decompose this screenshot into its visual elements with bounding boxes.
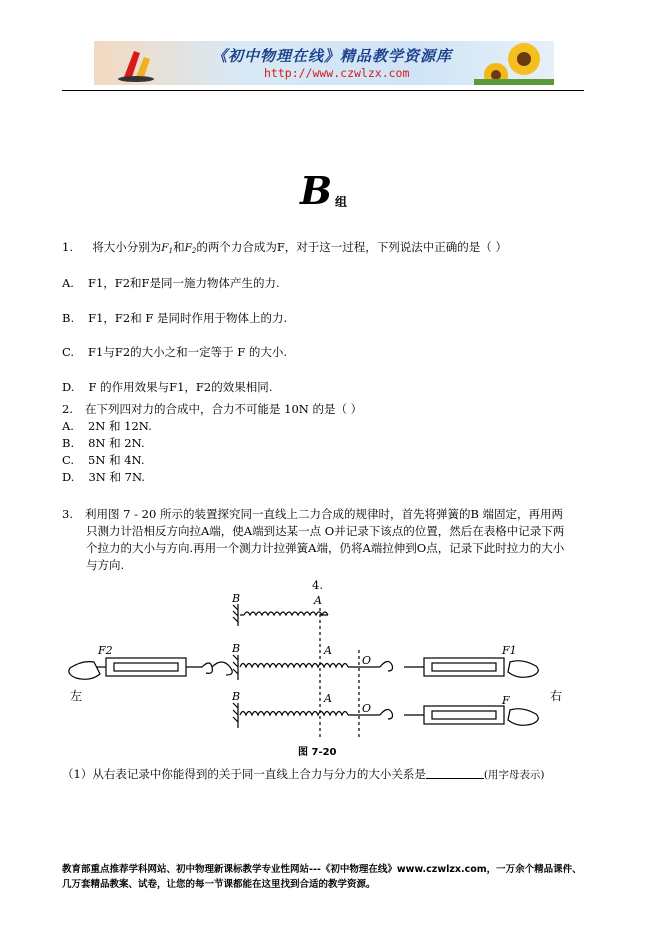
q1-f1: $F_1$	[161, 242, 174, 255]
q3-sub1: （1）从右表记录中你能得到的关于同一直线上合力与分力的大小关系是 (用字母表示)	[62, 767, 545, 781]
q2-option-a: A. 2N 和 12N.	[62, 419, 152, 433]
q3-item-4: 4.	[312, 578, 323, 592]
fig-label-o-mid: O	[362, 654, 372, 667]
q1-option-c: C. F1与F2的大小之和一定等于 F 的大小.	[62, 345, 288, 359]
fig-label-a-top: A	[314, 594, 322, 607]
fig-label-b-mid: B	[232, 642, 241, 655]
group-letter: B	[300, 168, 333, 213]
q1-option-b: B. F1，F2和 F 是同时作用于物体上的力.	[62, 311, 288, 325]
fig-label-f: F	[502, 694, 510, 707]
group-suffix: 组	[335, 195, 348, 209]
footer-line-1: 教育部重点推荐学科网站、初中物理新课标教学专业性网站---《初中物理在线》www.czwlzx.com，一万余个精品课件、	[62, 864, 582, 875]
q3-line-2: 只测力计沿相反方向拉A端，使A端到达某一点 O并记录下该点的位置，然后在表格中记录下两	[86, 524, 565, 538]
sunflower-icon	[474, 41, 554, 85]
q2-option-b: B. 8N 和 2N.	[62, 436, 145, 450]
q2-option-d: D. 3N 和 7N.	[62, 470, 145, 484]
q1-option-d: D. F 的作用效果与F1，F2的效果相同.	[62, 380, 273, 394]
site-logo-icon	[94, 41, 174, 85]
fig-label-a-bot: A	[324, 692, 332, 705]
footer-line-2: 几万套精品教案、试卷，让您的每一节课都能在这里找到合适的教学资源。	[62, 879, 376, 890]
fig-label-b-top: B	[232, 592, 241, 605]
q2-stem: 2. 在下列四对力的合成中，合力不可能是 10N 的是（ ）	[62, 402, 363, 416]
q3-line-3: 个拉力的大小与方向.再用一个测力计拉弹簧A端，仍将A端拉伸到O点，记录下此时拉力的大小	[86, 541, 565, 555]
fig-label-a-mid: A	[324, 644, 332, 657]
q1-stem: 1. 将大小分别为$F_1$和$F_2$的两个力合成为F，对于这一过程，下列说法中正确的是（ ）	[62, 240, 507, 255]
q1-option-a: A. F1，F2和F是同一施力物体产生的力.	[62, 276, 280, 290]
fig-label-o-bot: O	[362, 702, 372, 715]
q3-line-4: 与方向.	[86, 558, 125, 572]
figure-7-20	[62, 590, 572, 760]
footer-note	[62, 862, 602, 892]
q1-stem-post: 的两个力合成为F，对于这一过程，下列说法中正确的是（ ）	[196, 240, 507, 254]
fig-label-f2: F2	[98, 644, 113, 657]
fig-caption: 图 7-20	[298, 747, 337, 758]
q3-line-1: 3. 利用图 7 - 20 所示的装置探究同一直线上二力合成的规律时，首先将弹簧的B 端固定，再用两	[62, 507, 564, 521]
q1-f2: $F_2$	[184, 242, 197, 255]
fig-label-left: 左	[70, 689, 83, 703]
banner-url[interactable]: http://www.czwlzx.com	[264, 66, 410, 80]
banner-title: 《初中物理在线》精品教学资源库	[212, 47, 453, 65]
q1-number: 1.	[62, 240, 73, 254]
fig-label-f1: F1	[502, 644, 517, 657]
q1-stem-pre: 将大小分别为	[92, 240, 162, 254]
q2-option-c: C. 5N 和 4N.	[62, 453, 145, 467]
answer-blank[interactable]	[426, 768, 484, 779]
header-rule	[62, 90, 584, 91]
header-banner	[94, 41, 554, 85]
fig-label-right: 右	[550, 689, 563, 703]
fig-label-b-bot: B	[232, 690, 241, 703]
